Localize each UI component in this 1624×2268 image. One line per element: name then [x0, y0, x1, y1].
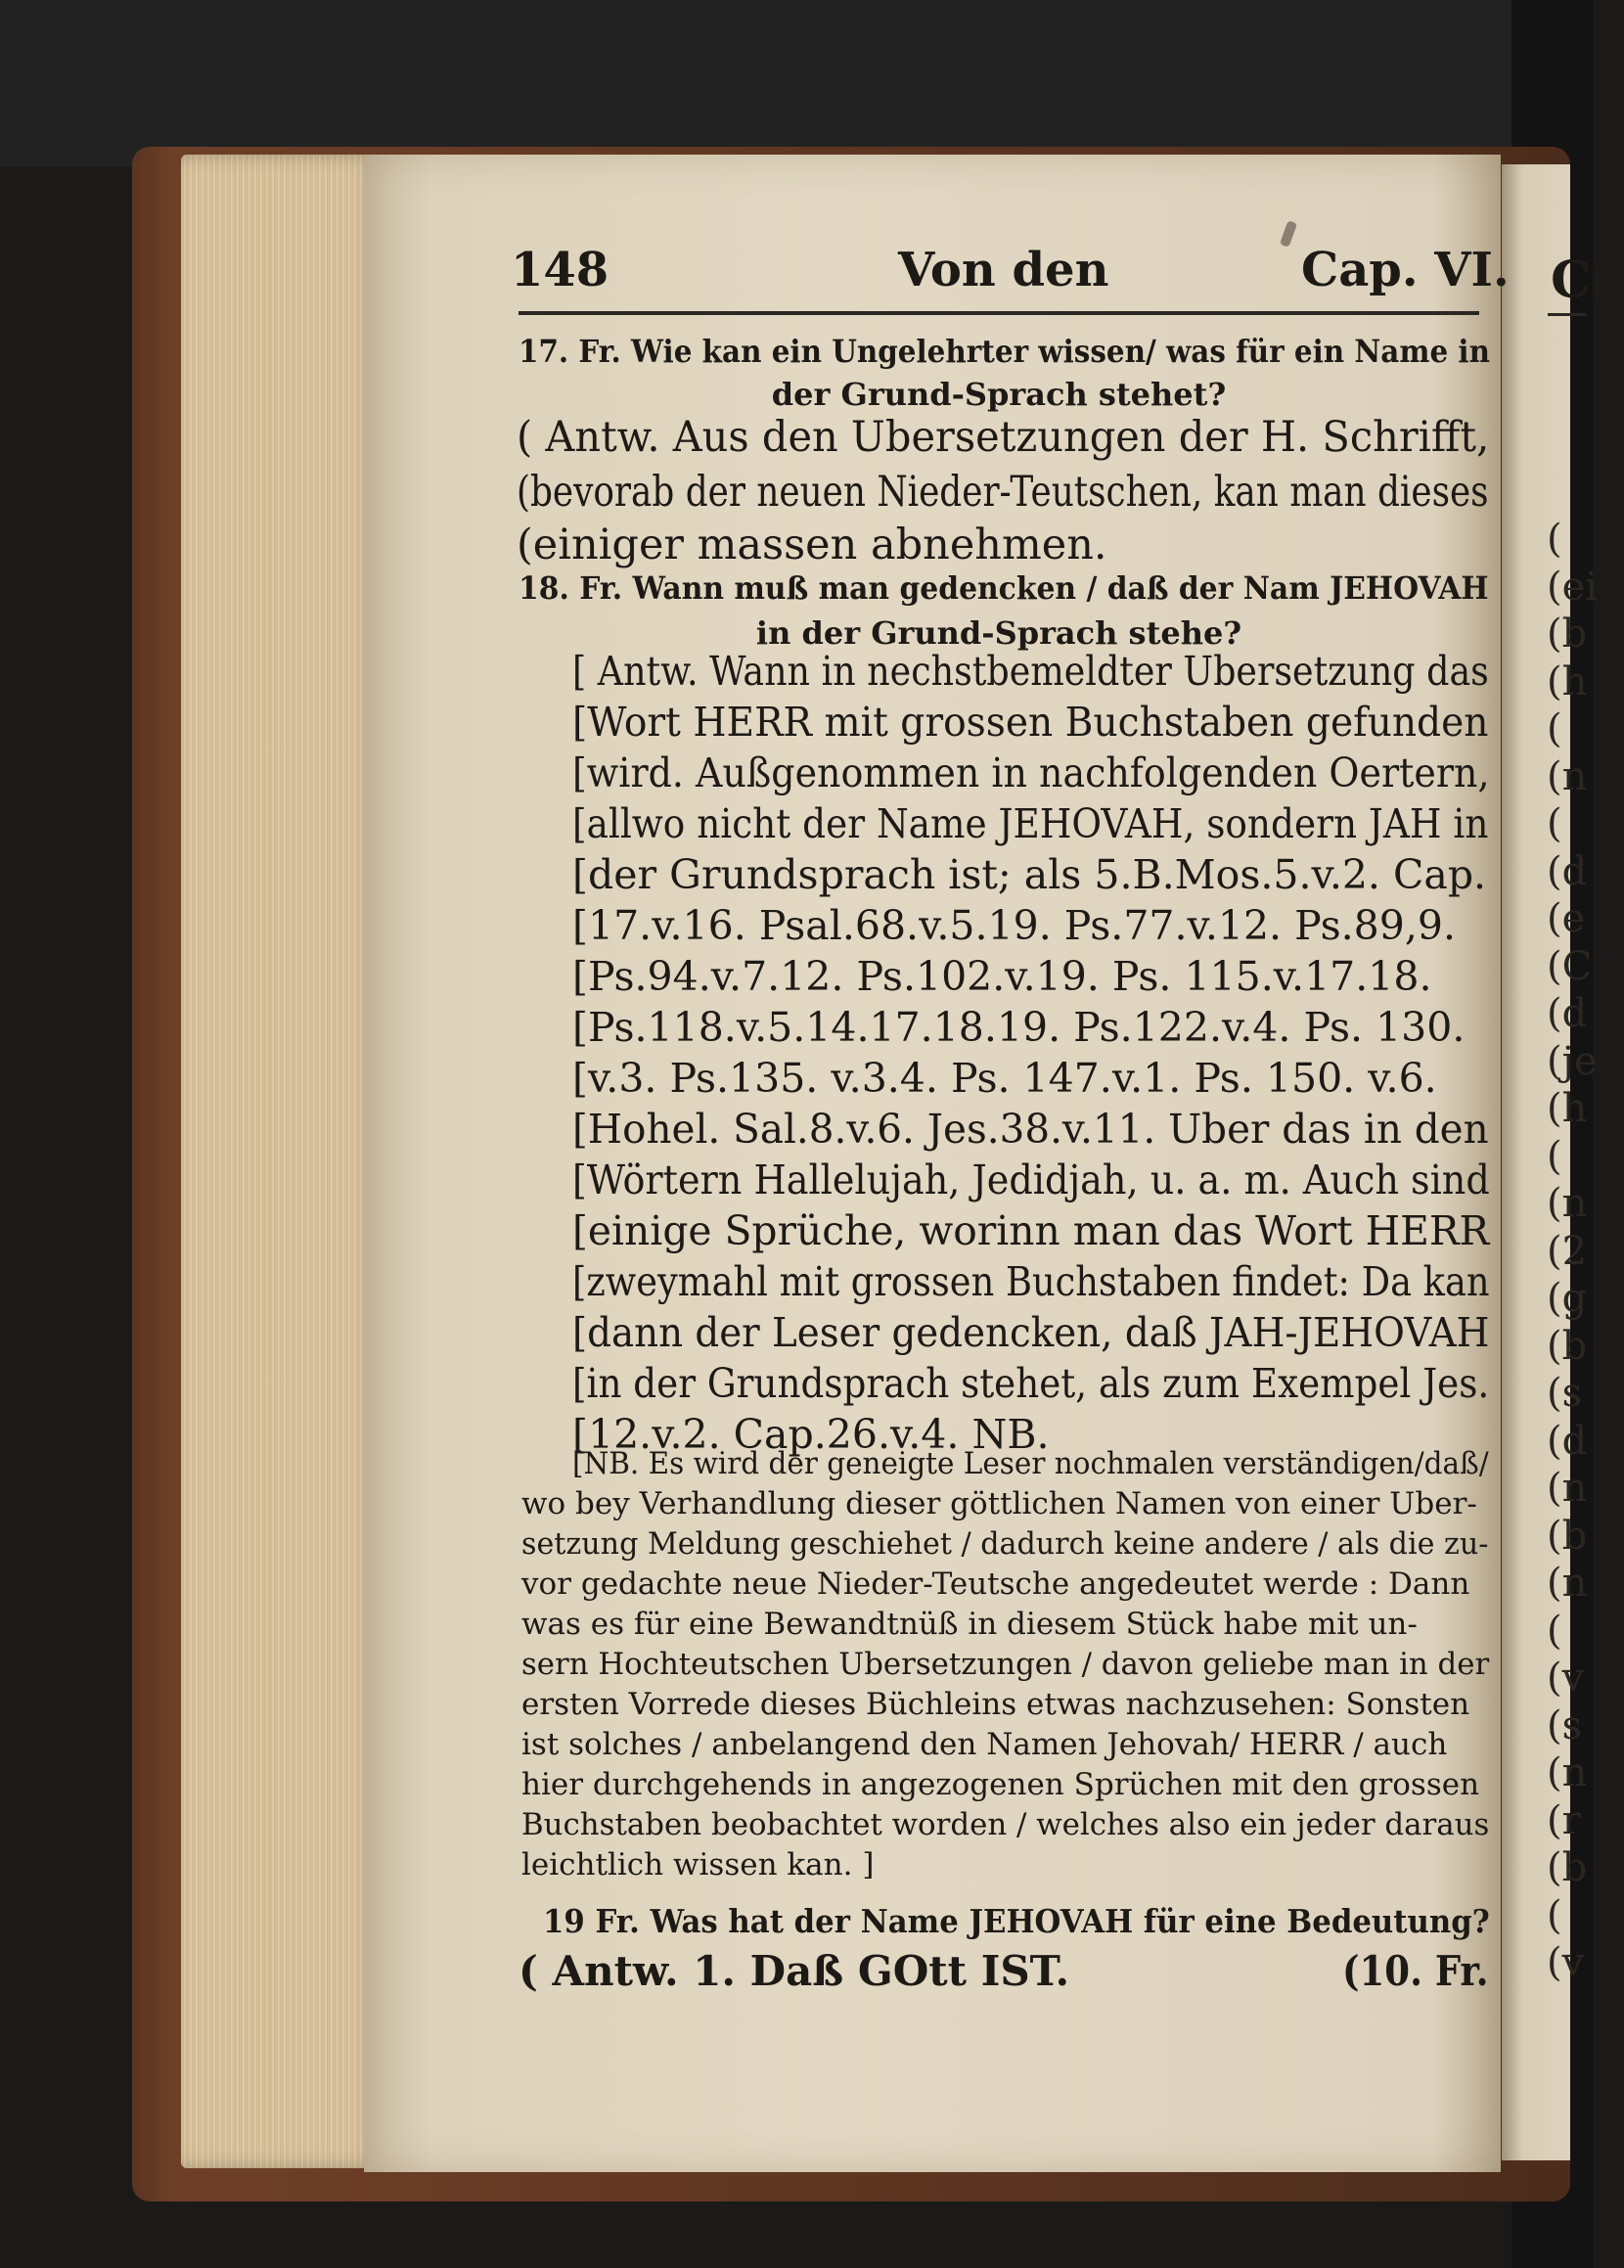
question-18-line-2: in der Grund-Sprach stehe? — [755, 614, 1242, 652]
facing-page-mark: (n — [1547, 1750, 1588, 1795]
facing-page-mark: ( — [1547, 1133, 1562, 1179]
question-17-line-2: der Grund-Sprach stehet? — [771, 376, 1227, 413]
answer-18-line: [dann der Leser gedencken, daß JAH-JEHOVAH — [572, 1309, 1490, 1356]
facing-page-mark: (C — [1547, 943, 1593, 989]
nb-note-line: vor gedachte neue Nieder-Teutsche angedeutet werde : Dann — [521, 1566, 1470, 1602]
facing-page-mark: (n — [1547, 753, 1588, 799]
answer-18-line: [in der Grundsprach stehet, als zum Exempel Jes. — [572, 1360, 1490, 1407]
facing-page-mark: (d — [1547, 991, 1588, 1036]
answer-18-line: [allwo nicht der Name JEHOVAH, sondern JAH in — [572, 800, 1489, 847]
answer-18-line: [einige Sprüche, worinn man das Wort HERR — [572, 1207, 1490, 1254]
background-top — [0, 0, 1593, 166]
facing-page-mark: (h — [1547, 658, 1588, 704]
header-rule — [519, 311, 1479, 315]
running-title: Von den — [898, 243, 1109, 297]
facing-page-mark: (v — [1547, 1940, 1585, 1985]
facing-page-mark: ( — [1547, 706, 1562, 751]
question-18-line-1: 18. Fr. Wann muß man gedencken / daß der Nam JEHOVAH — [519, 569, 1489, 607]
chapter-label: Cap. VI. — [1301, 243, 1510, 297]
answer-18-line: [Ps.94.v.7.12. Ps.102.v.19. Ps. 115.v.17.18. — [572, 953, 1432, 1000]
answer-18-line: [17.v.16. Psal.68.v.5.19. Ps.77.v.12. Ps.89,9. — [572, 902, 1456, 949]
nb-note-line: was es für eine Bewandtnüß in diesem Stück habe mit un- — [521, 1607, 1418, 1642]
facing-page-mark: ( — [1547, 801, 1562, 846]
facing-page-mark: ( — [1547, 517, 1562, 562]
facing-page-header: Ca — [1551, 250, 1624, 310]
question-19: 19 Fr. Was hat der Name JEHOVAH für eine Bedeutung? — [543, 1902, 1490, 1940]
answer-18-line: [Wort HERR mit grossen Buchstaben gefunden — [572, 699, 1489, 746]
nb-note-line: Buchstaben beobachtet worden / welches also ein jeder daraus — [521, 1807, 1490, 1842]
nb-note-line: ersten Vorrede dieses Büchleins etwas nachzusehen: Sonsten — [521, 1687, 1470, 1722]
answer-17-line-1: ( Antw. Aus den Ubersetzungen der H. Schrifft, — [517, 413, 1490, 462]
facing-page-mark: (je — [1547, 1038, 1598, 1084]
nb-note-line: sern Hochteutschen Ubersetzungen / davon geliebe man in der — [521, 1647, 1490, 1682]
answer-18-line: [v.3. Ps.135. v.3.4. Ps. 147.v.1. Ps. 150. v.6. — [572, 1055, 1437, 1102]
facing-page-mark: (d — [1547, 1418, 1588, 1464]
answer-19: ( Antw. 1. Daß GOtt IST. — [519, 1947, 1070, 1995]
facing-page-mark: (d — [1547, 848, 1588, 894]
page-number: 148 — [511, 243, 609, 297]
facing-page-mark: (e — [1547, 896, 1586, 941]
facing-page-mark: (g — [1547, 1276, 1588, 1321]
facing-page-mark: (n — [1547, 1466, 1588, 1511]
facing-page-mark: (b — [1547, 612, 1588, 657]
nb-note-line: setzung Meldung geschiehet / dadurch keine andere / als die zu- — [521, 1526, 1489, 1562]
facing-page-mark: (h — [1547, 1086, 1588, 1131]
facing-page-rule — [1548, 313, 1587, 316]
facing-page-mark: (s — [1547, 1702, 1583, 1748]
answer-18-line: [12.v.2. Cap.26.v.4. NB. — [572, 1411, 1050, 1458]
question-17-line-1: 17. Fr. Wie kan ein Ungelehrter wissen/ was für ein Name in — [519, 333, 1490, 370]
facing-page-mark: ( — [1547, 1892, 1562, 1938]
facing-page-mark: (s — [1547, 1371, 1583, 1416]
answer-18-line: [Hohel. Sal.8.v.6. Jes.38.v.11. Uber das in den — [572, 1106, 1489, 1153]
nb-note-line: leichtlich wissen kan. ] — [521, 1847, 875, 1882]
facing-page — [1502, 164, 1624, 2160]
facing-page-mark: (v — [1547, 1656, 1585, 1701]
answer-18-line: [ Antw. Wann in nechstbemeldter Ubersetzung das — [572, 648, 1489, 695]
answer-18-line: [Ps.118.v.5.14.17.18.19. Ps.122.v.4. Ps. 130. — [572, 1004, 1466, 1051]
answer-17-line-3: (einiger massen abnehmen. — [517, 521, 1107, 569]
facing-page-mark: (b — [1547, 1323, 1588, 1369]
facing-page-mark: (2 — [1547, 1228, 1588, 1274]
nb-note-line: wo bey Verhandlung dieser göttlichen Namen von einer Uber- — [521, 1486, 1477, 1521]
page-edges — [181, 155, 382, 2168]
facing-page-mark: (r — [1547, 1797, 1581, 1843]
nb-note-line: [NB. Es wird der geneigte Leser nochmalen verständigen/daß/ — [572, 1446, 1489, 1481]
answer-18-line: [der Grundsprach ist; als 5.B.Mos.5.v.2. Cap. — [572, 851, 1487, 898]
facing-page-mark: ( — [1547, 1608, 1562, 1654]
facing-page-mark: (n — [1547, 1181, 1588, 1226]
answer-17-line-2: (bevorab der neuen Nieder-Teutschen, kan man dieses — [517, 468, 1489, 517]
nb-note-line: ist solches / anbelangend den Namen Jehovah/ HERR / auch — [521, 1727, 1448, 1762]
facing-page-mark: (n — [1547, 1561, 1588, 1606]
answer-18-line: [Wörtern Hallelujah, Jedidjah, u. a. m. Auch sind — [572, 1157, 1490, 1203]
answer-18-line: [zweymahl mit grossen Buchstaben findet: Da kan — [572, 1258, 1490, 1305]
facing-page-mark: (ei — [1547, 564, 1599, 610]
catchword: (10. Fr. — [1342, 1947, 1489, 1995]
facing-page-mark: (b — [1547, 1845, 1588, 1890]
answer-18-line: [wird. Außgenommen in nachfolgenden Oertern, — [572, 749, 1490, 796]
facing-page-mark: (b — [1547, 1513, 1588, 1559]
nb-note-line: hier durchgehends in angezogenen Sprüchen mit den grossen — [521, 1767, 1480, 1802]
